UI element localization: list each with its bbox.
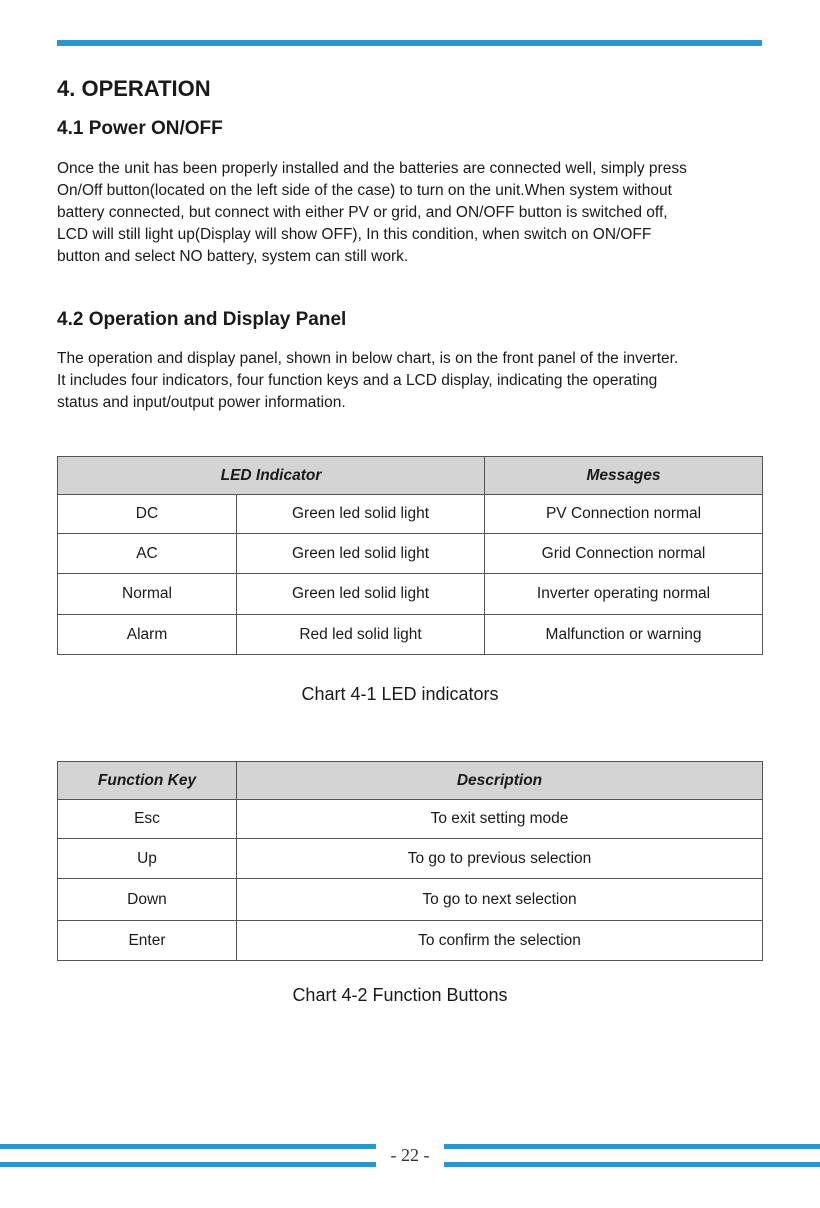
table-row [58,534,763,574]
panel-line: status and input/output power information. [57,394,346,411]
key-name: Up [58,839,237,879]
key-description: To go to next selection [237,879,763,921]
led-name: Alarm [58,615,237,655]
table-row [58,839,763,879]
description-header: Description [237,762,763,800]
power-line: button and select NO battery, system can still work. [57,248,409,265]
led-name: AC [58,534,237,574]
section-title: 4. OPERATION [57,76,211,101]
led-table-caption: Chart 4-1 LED indicators [301,684,499,704]
footer-rule-left-lower [0,1162,376,1167]
panel-line: It includes four indicators, four function keys and a LCD display, indicating the operating [57,372,658,389]
table-header-row [58,457,763,495]
table-row [58,495,763,534]
page-number: - 22 - [390,1145,430,1165]
led-name: DC [58,495,237,534]
key-description: To confirm the selection [237,921,763,961]
led-state: Red led solid light [237,615,485,655]
function-key-table [57,761,763,961]
led-message: Grid Connection normal [485,534,763,574]
led-state: Green led solid light [237,495,485,534]
power-line: On/Off button(located on the left side of the case) to turn on the unit.When system without [57,182,672,199]
led-state: Green led solid light [237,534,485,574]
power-line: Once the unit has been properly installed and the batteries are connected well, simply press [57,160,687,177]
footer-rule-right-lower [444,1162,820,1167]
panel-line: The operation and display panel, shown in below chart, is on the front panel of the inverter. [57,350,679,367]
led-indicator-header: LED Indicator [58,457,485,495]
key-description: To go to previous selection [237,839,763,879]
power-heading: 4.1 Power ON/OFF [57,118,223,139]
power-line: battery connected, but connect with either PV or grid, and ON/OFF button is switched off, [57,204,668,221]
function-key-header: Function Key [58,762,237,800]
led-name: Normal [58,574,237,615]
led-message: Malfunction or warning [485,615,763,655]
led-indicator-table [57,456,763,655]
key-name: Down [58,879,237,921]
led-message: Inverter operating normal [485,574,763,615]
panel-heading: 4.2 Operation and Display Panel [57,309,347,330]
key-description: To exit setting mode [237,800,763,839]
power-line: LCD will still light up(Display will show OFF), In this condition, when switch on ON/OFF [57,226,652,243]
footer-rule-right-upper [444,1144,820,1149]
table-row [58,879,763,921]
key-table-caption: Chart 4-2 Function Buttons [292,985,508,1005]
table-row [58,921,763,961]
led-state: Green led solid light [237,574,485,615]
table-header-row [58,762,763,800]
key-name: Esc [58,800,237,839]
top-rule [57,40,762,46]
table-row [58,800,763,839]
table-row [58,615,763,655]
key-name: Enter [58,921,237,961]
messages-header: Messages [485,457,763,495]
footer-rule-left-upper [0,1144,376,1149]
panel-paragraph [57,348,762,414]
power-paragraph [57,158,762,268]
led-message: PV Connection normal [485,495,763,534]
table-row [58,574,763,615]
